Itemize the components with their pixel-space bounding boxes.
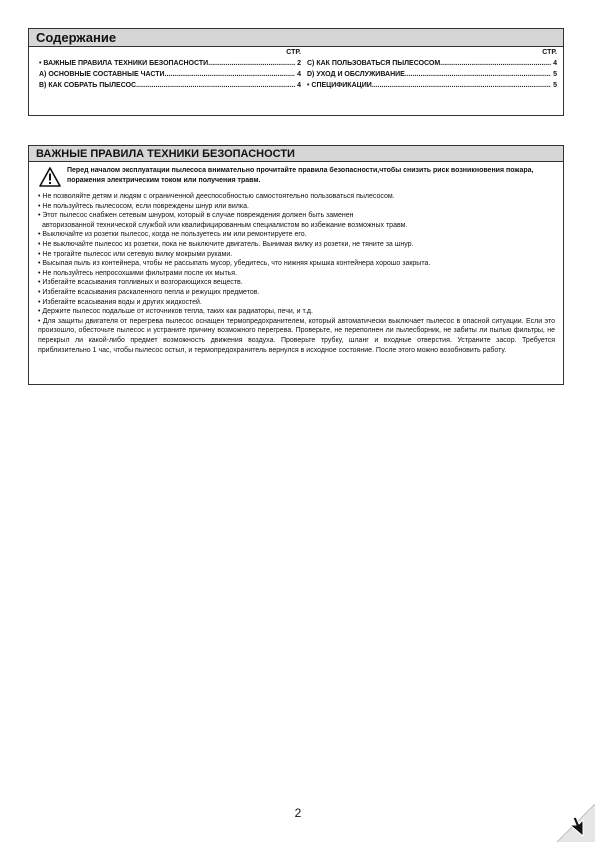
toc-entry-label: B) КАК СОБРАТЬ ПЫЛЕСОС bbox=[39, 82, 137, 89]
toc-entry[interactable] bbox=[307, 69, 557, 80]
toc-entry-label: C) КАК ПОЛЬЗОВАТЬСЯ ПЫЛЕСОСОМ bbox=[307, 60, 441, 67]
toc-entry-label: • ВАЖНЫЕ ПРАВИЛА ТЕХНИКИ БЕЗОПАСНОСТИ bbox=[39, 60, 209, 67]
toc-entry[interactable] bbox=[39, 80, 301, 91]
toc-left-column bbox=[39, 47, 301, 91]
toc-entry[interactable] bbox=[39, 58, 301, 69]
list-item: • Высыпая пыль из контейнера, чтобы не рассыпать мусор, убедитесь, что нижняя крышка контейнера хорошо закрыта. bbox=[38, 260, 431, 268]
toc-entry-label: • СПЕЦИФИКАЦИИ bbox=[307, 82, 372, 89]
list-item: • Выключайте из розетки пылесос, когда не пользуетесь им или ремонтируете его. bbox=[38, 231, 307, 239]
list-item: авторизованной технической службой или квалифицированным специалистом во избежание возможных травм. bbox=[42, 221, 408, 229]
toc-entry-page: 5 bbox=[553, 82, 557, 89]
list-item: • Этот пылесос снабжен сетевым шнуром, который в случае повреждения должен быть заменен bbox=[38, 212, 354, 220]
list-item: • Для защиты двигателя от перегрева пылесос оснащен термопредохранителем, который автоматически выключает пылесос в опасной ситуации. Если это произошло, обесточьте пылесос и устраните причину возможного перегрева. Проверьте, не переполнен ли пылесборник, не забиты ли пылью фильтры, не перекрыл ли какой-либо предмет возможность движения воздуха. Проверьте трубку, шланг и входные отверстия. Устраните засор. Требуется приблизительно 1 час, чтобы пылесос остыл, и термопредохранитель вернулся в исходное состояние. После этого можно возобновить работу. bbox=[38, 317, 555, 354]
page-corner-cursor-icon[interactable] bbox=[547, 794, 595, 842]
toc-right-column bbox=[307, 47, 557, 91]
list-item: • Не пользуйтесь пылесосом, если повреждены шнур или вилка. bbox=[38, 202, 249, 210]
toc-entry-label: D) УХОД И ОБСЛУЖИВАНИЕ bbox=[307, 71, 405, 78]
toc-entry[interactable] bbox=[307, 58, 557, 69]
toc-entry-label: A) ОСНОВНЫЕ СОСТАВНЫЕ ЧАСТИ bbox=[39, 71, 165, 78]
list-item: • Не трогайте пылесос или сетевую вилку мокрыми руками. bbox=[38, 250, 233, 258]
safety-section bbox=[28, 145, 564, 385]
toc-entry-page: 4 bbox=[297, 71, 301, 78]
toc-entry[interactable] bbox=[39, 69, 301, 80]
safety-warning-text: Перед началом эксплуатации пылесоса внимательно прочитайте правила безопасности,чтобы снизить риск возникновения пожара, поражения электрическим током или получения травм. bbox=[67, 167, 534, 184]
toc-title: Содержание bbox=[29, 29, 563, 47]
toc-entry-page: 4 bbox=[553, 60, 557, 67]
page-number: 2 bbox=[294, 806, 302, 820]
toc-section bbox=[28, 28, 564, 116]
toc-entry[interactable] bbox=[307, 80, 557, 91]
warning-triangle-icon bbox=[39, 167, 61, 187]
list-item: • Избегайте всасывания раскаленного пепла и режущих предметов. bbox=[38, 288, 260, 296]
toc-page-label-left: СТР. bbox=[286, 49, 301, 56]
list-item: • Избегайте всасывания топливных и возгорающихся веществ. bbox=[38, 279, 243, 287]
toc-entry-page: 5 bbox=[553, 71, 557, 78]
safety-rules-list bbox=[29, 192, 563, 355]
safety-warning bbox=[29, 166, 563, 192]
list-item: • Не позволяйте детям и людям с ограниченной дееспособностью самостоятельно пользоваться пылесосом. bbox=[38, 193, 395, 200]
toc-entry-page: 2 bbox=[297, 60, 301, 67]
safety-title: ВАЖНЫЕ ПРАВИЛА ТЕХНИКИ БЕЗОПАСНОСТИ bbox=[29, 146, 563, 162]
list-item: • Не выключайте пылесос из розетки, пока не выключите двигатель. Вынимая вилку из розетки, не тяните за шнур. bbox=[38, 240, 414, 248]
list-item: • Не пользуйтесь непросохшими фильтрами после их мытья. bbox=[38, 269, 238, 277]
toc-entry-page: 4 bbox=[297, 82, 301, 89]
list-item: • Держите пылесос подальше от источников тепла, таких как радиаторы, печи, и т.д. bbox=[38, 308, 313, 316]
list-item: • Избегайте всасывания воды и других жидкостей. bbox=[38, 298, 202, 306]
toc-page-label-right: СТР. bbox=[542, 49, 557, 56]
